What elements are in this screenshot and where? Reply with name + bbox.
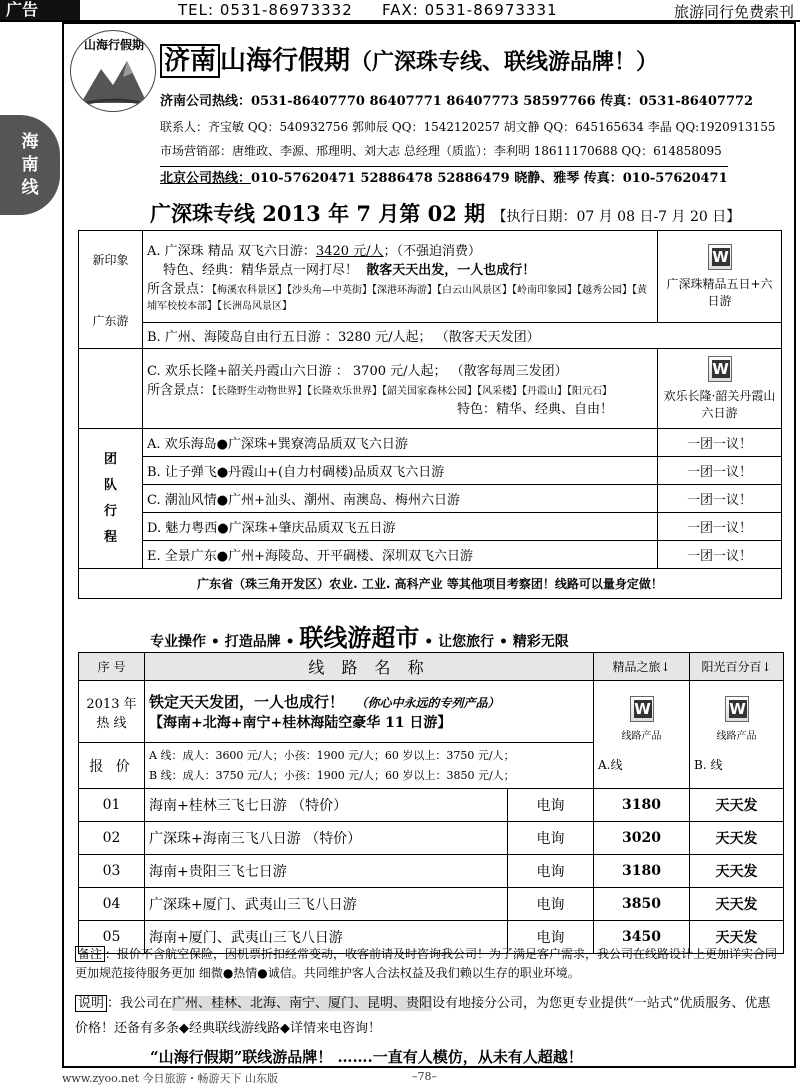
route-no: 03 (79, 855, 145, 888)
product-b: B. 广州、海陵岛自由行五日游 ：3280 元/人起； （散客天天发团） (143, 323, 782, 349)
route-name: 海南+贵阳三飞七日游 (145, 855, 508, 888)
market-heading (150, 618, 569, 653)
route-price: 3850 (594, 888, 690, 921)
route-name: 海南+厦门、武夷山三飞八日游 (145, 921, 508, 954)
header-title (160, 40, 658, 77)
a-line: A.线 (598, 758, 623, 772)
price-label: 报 价 (79, 743, 145, 789)
side-tab-char: 海 (21, 131, 39, 152)
price-b: B 线：成人：3750 元/人；小孩：1900 元/人；60 岁以上：3850 元/人； (149, 768, 515, 782)
route-price: 3020 (594, 822, 690, 855)
route-status: 电询 (508, 888, 594, 921)
group-price: 一团一议！ (658, 457, 782, 485)
group-price: 一团一议！ (658, 429, 782, 457)
group-price: 一团一议！ (658, 541, 782, 569)
product-a-title: A. 广深珠 精品 双飞六日游： (147, 244, 316, 259)
download-product-a[interactable] (658, 231, 782, 323)
description (75, 991, 783, 1041)
route-no: 04 (79, 888, 145, 921)
download-product-c[interactable] (658, 349, 782, 429)
description-label: 说明 (75, 995, 107, 1012)
group-route: B. 让子弹飞●丹霞山+(自力村碉楼)品质双飞六日游 (143, 457, 658, 485)
contacts: 联系人：齐宝敏 QQ：540932756 郭帅辰 QQ：1542120257 胡文静 QQ：645165634 李晶 QQ:1920913155 (160, 120, 776, 134)
remark (75, 945, 783, 983)
product-a-feature: 特色、经典：精华景点一网打尽！ (163, 263, 359, 278)
feature-note: （你心中永远的专列产品） (355, 696, 500, 710)
route-departure: 天天发 (690, 921, 784, 954)
beijing-label: 北京公司热线： (160, 171, 252, 186)
group-label: 团 队 行 程 (79, 429, 143, 569)
side-tab-char: 南 (21, 154, 39, 175)
product-a-note: ；（不强迫消费） (383, 244, 482, 259)
route-price: 3450 (594, 921, 690, 954)
col-name: 线 路 名 称 (145, 653, 594, 681)
route-departure: 天天发 (690, 789, 784, 822)
feature-year: 2013 年 热 线 (79, 681, 145, 743)
price-detail (145, 743, 594, 789)
issue-title: 广深珠专线 2013 年 7 月第 02 期 (150, 201, 486, 226)
company-logo (70, 30, 156, 112)
route-status: 电询 (508, 921, 594, 954)
company-slogan: （广深珠专线、联线游品牌！） (350, 49, 659, 75)
group-price: 一团一议！ (658, 485, 782, 513)
route-table (78, 652, 784, 954)
price-a: A 线：成人：3600 元/人；小孩：1900 元/人；60 岁以上：3750 元/人； (149, 748, 515, 762)
group-route: A. 欢乐海岛●广深珠+巽寮湾品质双飞六日游 (143, 429, 658, 457)
product-b-download[interactable] (690, 681, 784, 789)
route-price: 3180 (594, 789, 690, 822)
route-status: 电询 (508, 789, 594, 822)
fax: FAX: 0531-86973331 (382, 1, 558, 19)
feature-slogan: 铁定天天发团，一人也成行！ (149, 693, 345, 711)
telephone: TEL: 0531-86973332 (178, 1, 353, 19)
remark-text: ：报价不含航空保险，因机票折扣经常变动，收客前请及时咨询我公司！为了满足客户需求，我公司在线路设计上更加详实合同更加规范接待服务更加 细微●热情●诚信。共同维护客人合法权益及我们赖以生存的职业环境。 (75, 947, 778, 980)
product-a-spots: 【梅溪农科景区】【沙头角—中英街】【深港环海游】【白云山风景区】【岭南印象园】【越秀公园】【黄埔军校校本部】【长洲岛风景区】 (147, 285, 648, 312)
word-doc-icon: W (708, 244, 732, 270)
description-text-b: 设有地接分公司，为您更专业提供“一站式”优质服务、优惠价格！还备有多条◆经典联线游线路◆详情来电咨询！ (75, 996, 771, 1036)
market-left: 专业操作 • 打造品牌 • (150, 634, 295, 650)
product-a (143, 231, 658, 323)
city-name: 济南 (160, 44, 220, 78)
route-no: 01 (79, 789, 145, 822)
side-tab-hainan (0, 115, 60, 215)
route-price: 3180 (594, 855, 690, 888)
route-name: 广深珠+厦门、武夷山三飞八日游 (145, 888, 508, 921)
download-label: 欢乐长隆·韶关丹霞山六日游 (663, 389, 776, 420)
side-tab-char: 线 (21, 177, 39, 198)
remark-label: 备注 (75, 946, 105, 962)
route-departure: 天天发 (690, 855, 784, 888)
spots-label: 所含景点： (147, 383, 213, 398)
footer-site: www.zyoo.net 今日旅游・畅游天下 山东版 (62, 1072, 279, 1085)
hotline: 济南公司热线：0531-86407770 86407771 86407773 58597766 传真：0531-86407772 (160, 94, 754, 109)
product-a-download[interactable] (594, 681, 690, 789)
group-route: D. 魅力粤西●广深珠+肇庆品质双飞五日游 (143, 513, 658, 541)
category-empty (79, 349, 143, 429)
product-c (143, 349, 658, 429)
route-name: 广深珠+海南三飞八日游 （特价） (145, 822, 508, 855)
product-c-spots: 【长隆野生动物世界】【长隆欢乐世界】【韶关国家森林公园】【风采楼】【丹霞山】【阳元石】 (212, 386, 613, 397)
market-title: 联线游超市 (299, 623, 420, 652)
col-b: 阳光百分百↓ (690, 653, 784, 681)
product-c-title: C. 欢乐长隆+韶关丹霞山六日游 ： 3700 元/人起； （散客每周三发团） (147, 364, 568, 379)
col-a: 精品之旅↓ (594, 653, 690, 681)
col-no: 序 号 (79, 653, 145, 681)
category-label: 新印象 (92, 252, 129, 267)
word-doc-icon: W (630, 696, 654, 722)
spots-label: 所含景点： (147, 282, 213, 297)
product-table (78, 230, 782, 599)
top-bar (0, 0, 800, 22)
journal-label: 旅游同行免费索刊 (673, 3, 794, 21)
word-doc-icon: W (708, 356, 732, 382)
beijing-hotline (160, 166, 728, 186)
issue-period (150, 198, 740, 228)
market-right: • 让您旅行 • 精彩无限 (424, 634, 569, 650)
description-text-a: ：我公司在 (107, 996, 173, 1011)
group-price: 一团一议！ (658, 513, 782, 541)
route-status: 电询 (508, 855, 594, 888)
exec-date: 【执行日期：07 月 08 日-7 月 20 日】 (492, 209, 741, 225)
product-a-price: 3420 元/人 (315, 244, 384, 259)
feature-route (145, 681, 594, 743)
route-status: 电询 (508, 822, 594, 855)
product-c-feature: 特色：精华、经典、自由！ (456, 402, 613, 417)
route-departure: 天天发 (690, 822, 784, 855)
category-label: 广东游 (92, 313, 129, 328)
route-no: 05 (79, 921, 145, 954)
download-label: 广深珠精品五日+六日游 (666, 277, 773, 308)
route-name: 海南+桂林三飞七日游 （特价） (145, 789, 508, 822)
custom-tour-note: 广东省（珠三角开发区）农业. 工业. 高科产业 等其他项目考察团！线路可以量身定做！ (79, 569, 782, 599)
b-line: B. 线 (694, 758, 723, 772)
category-cell (79, 231, 143, 349)
group-route: E. 全景广东●广州+海陵岛、开平碉楼、深圳双飞六日游 (143, 541, 658, 569)
group-route: C. 潮汕风情●广州+汕头、潮州、南澳岛、梅州六日游 (143, 485, 658, 513)
page-number: –78– (412, 1070, 437, 1083)
route-departure: 天天发 (690, 888, 784, 921)
ad-tag: 广告 (0, 0, 80, 20)
feature-title: 【海南+北海+南宁+桂林海陆空豪华 11 日游】 (149, 715, 452, 731)
route-no: 02 (79, 822, 145, 855)
marketing-dept: 市场营销部：唐维政、李源、邢理明、刘大志 总经理（质监）：李利明 18611170688 QQ：614858095 (160, 144, 722, 158)
bottom-slogan: “山海行假期”联线游品牌！ …….一直有人模仿，从未有人超越！ (150, 1048, 583, 1066)
footer (62, 1070, 796, 1086)
company-name: 山海行假期 (220, 46, 351, 76)
product-label: 线路产品 (716, 731, 757, 742)
beijing-numbers: 010-57620471 52886478 52886479 晓静、雅琴 传真：010-57620471 (251, 171, 728, 186)
logo-text: 山海行假期 (83, 38, 145, 52)
product-a-guarantee: 散客天天出发，一人也成行！ (366, 263, 536, 278)
product-label: 线路产品 (621, 731, 662, 742)
word-doc-icon: W (725, 696, 749, 722)
branch-cities: 广州、桂林、北海、南宁、厦门、昆明、贵阳 (172, 996, 433, 1011)
